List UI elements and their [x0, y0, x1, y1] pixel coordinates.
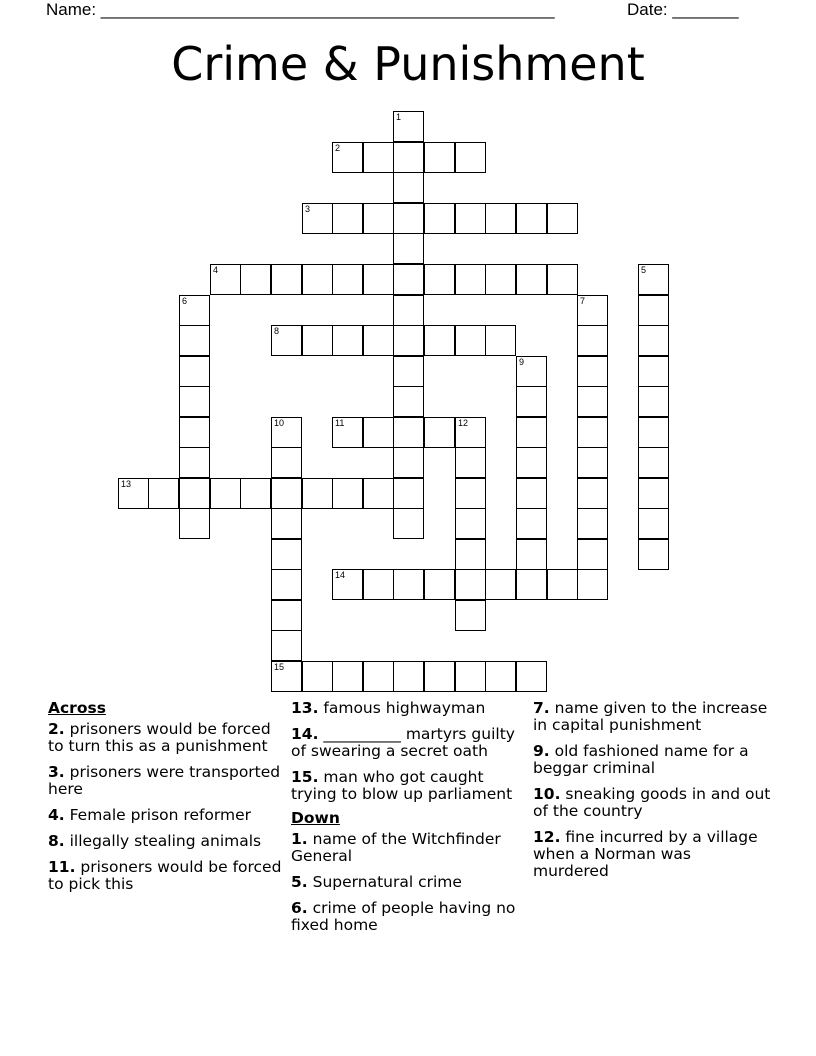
grid-cell[interactable]: [638, 508, 669, 539]
clue-item-number: 9.: [533, 742, 550, 760]
clue-item: [48, 859, 286, 893]
clue-item-number: 2.: [48, 720, 65, 738]
grid-cell[interactable]: [424, 325, 455, 356]
grid-cell[interactable]: [547, 569, 578, 600]
clue-item-text: prisoners would be forced to pick this: [48, 858, 282, 893]
name-field-label: Name: ________________________________________________: [46, 0, 555, 19]
clue-item: [48, 833, 286, 850]
grid-cell[interactable]: [516, 417, 547, 448]
clue-item-text: fine incurred by a village when a Norman was murdered: [533, 828, 758, 880]
clue-item-number: 12.: [533, 828, 561, 846]
clue-number: 7: [580, 296, 586, 306]
clue-number: 9: [519, 357, 525, 367]
grid-cell[interactable]: [271, 478, 302, 509]
grid-cell[interactable]: [455, 478, 486, 509]
grid-cell[interactable]: [485, 203, 516, 234]
across-clue-list: [48, 721, 286, 893]
grid-cell[interactable]: [271, 447, 302, 478]
grid-cell[interactable]: [516, 447, 547, 478]
grid-cell[interactable]: [210, 264, 241, 295]
grid-cell[interactable]: [179, 295, 210, 326]
grid-cell[interactable]: [271, 264, 302, 295]
grid-cell[interactable]: [577, 447, 608, 478]
grid-cell[interactable]: [455, 142, 486, 173]
grid-cell[interactable]: [577, 569, 608, 600]
clue-item-text: prisoners were transported here: [48, 763, 281, 798]
grid-cell[interactable]: [363, 478, 394, 509]
grid-cell[interactable]: [179, 325, 210, 356]
clue-item-number: 3.: [48, 763, 65, 781]
clue-item-number: 15.: [291, 768, 319, 786]
grid-cell[interactable]: [393, 203, 424, 234]
grid-cell[interactable]: [302, 203, 333, 234]
clue-item: [533, 700, 771, 734]
grid-cell[interactable]: [363, 264, 394, 295]
grid-cell[interactable]: [424, 142, 455, 173]
grid-cell[interactable]: [393, 569, 424, 600]
grid-cell[interactable]: [455, 569, 486, 600]
grid-cell[interactable]: [302, 661, 333, 692]
grid-cell[interactable]: [455, 600, 486, 631]
grid-cell[interactable]: [485, 569, 516, 600]
grid-cell[interactable]: [393, 295, 424, 326]
clue-number: 8: [274, 326, 280, 336]
grid-cell[interactable]: [271, 539, 302, 570]
grid-cell[interactable]: [393, 111, 424, 142]
grid-cell[interactable]: [424, 417, 455, 448]
grid-cell[interactable]: [485, 325, 516, 356]
clue-item-number: 8.: [48, 832, 65, 850]
grid-cell[interactable]: [577, 478, 608, 509]
clue-item-text: name given to the increase in capital punishment: [533, 699, 768, 734]
clue-item: [291, 726, 529, 760]
grid-cell[interactable]: [179, 386, 210, 417]
grid-cell[interactable]: [577, 508, 608, 539]
clue-item: [291, 769, 529, 803]
grid-cell[interactable]: [179, 508, 210, 539]
clue-item-text: crime of people having no fixed home: [291, 899, 516, 934]
date-field-label: Date: _______: [627, 0, 739, 19]
clue-item-text: __________ martyrs guilty of swearing a secret oath: [291, 725, 515, 760]
clue-item: [291, 900, 529, 934]
grid-cell[interactable]: [455, 325, 486, 356]
grid-cell[interactable]: [363, 569, 394, 600]
grid-cell[interactable]: [271, 569, 302, 600]
clue-number: 1: [396, 112, 402, 122]
grid-cell[interactable]: [516, 569, 547, 600]
grid-cell[interactable]: [332, 264, 363, 295]
grid-cell[interactable]: [455, 539, 486, 570]
clues-column-3: [533, 700, 771, 889]
clue-number: 11: [335, 418, 345, 428]
grid-cell[interactable]: [455, 264, 486, 295]
clue-item: [291, 831, 529, 865]
clue-item-text: Female prison reformer: [64, 806, 252, 824]
clue-item: [533, 829, 771, 880]
grid-cell[interactable]: [363, 325, 394, 356]
grid-cell[interactable]: [455, 417, 486, 448]
grid-cell[interactable]: [302, 325, 333, 356]
grid-cell[interactable]: [393, 233, 424, 264]
grid-cell[interactable]: [547, 203, 578, 234]
grid-cell[interactable]: [638, 417, 669, 448]
grid-cell[interactable]: [485, 264, 516, 295]
grid-cell[interactable]: [577, 539, 608, 570]
grid-cell[interactable]: [393, 325, 424, 356]
clues-column-2: [291, 700, 529, 943]
clue-item-text: name of the Witchfinder General: [291, 830, 501, 865]
grid-cell[interactable]: [424, 203, 455, 234]
clue-number: 4: [213, 265, 219, 275]
grid-cell[interactable]: [240, 264, 271, 295]
clue-number: 14: [335, 570, 346, 580]
grid-cell[interactable]: [424, 661, 455, 692]
clue-item-number: 1.: [291, 830, 308, 848]
down-clue-list-continued: [533, 700, 771, 880]
grid-cell[interactable]: [271, 661, 302, 692]
grid-cell[interactable]: [332, 417, 363, 448]
clue-item-number: 11.: [48, 858, 76, 876]
grid-cell[interactable]: [363, 203, 394, 234]
clue-number: 12: [458, 418, 469, 428]
grid-cell[interactable]: [547, 264, 578, 295]
grid-cell[interactable]: [638, 447, 669, 478]
clue-item: [533, 743, 771, 777]
clue-item: [48, 721, 286, 755]
grid-cell[interactable]: [393, 172, 424, 203]
grid-cell[interactable]: [393, 264, 424, 295]
grid-cell[interactable]: [240, 478, 271, 509]
clue-item-text: sneaking goods in and out of the country: [533, 785, 771, 820]
down-heading: Down: [291, 809, 340, 827]
clue-item-number: 4.: [48, 806, 65, 824]
grid-cell[interactable]: [332, 661, 363, 692]
across-heading: Across: [48, 699, 106, 717]
clue-item-text: illegally stealing animals: [64, 832, 262, 850]
clue-item: [48, 764, 286, 798]
grid-cell[interactable]: [210, 478, 241, 509]
grid-cell[interactable]: [148, 478, 179, 509]
grid-cell[interactable]: [516, 478, 547, 509]
grid-cell[interactable]: [393, 417, 424, 448]
grid-cell[interactable]: [271, 600, 302, 631]
clue-item-number: 7.: [533, 699, 550, 717]
grid-cell[interactable]: [485, 661, 516, 692]
across-clue-list-continued: [291, 700, 529, 803]
down-clue-list: [291, 831, 529, 934]
grid-cell[interactable]: [302, 478, 333, 509]
grid-cell[interactable]: [424, 569, 455, 600]
grid-cell[interactable]: [393, 661, 424, 692]
clue-item-number: 14.: [291, 725, 319, 743]
grid-cell[interactable]: [638, 295, 669, 326]
clue-item: [533, 786, 771, 820]
grid-cell[interactable]: [271, 508, 302, 539]
clue-number: 3: [305, 204, 311, 214]
grid-cell[interactable]: [516, 661, 547, 692]
grid-cell[interactable]: [179, 417, 210, 448]
clue-number: 15: [274, 662, 285, 672]
grid-cell[interactable]: [393, 356, 424, 387]
grid-cell[interactable]: [455, 203, 486, 234]
clues-column-1: [48, 700, 286, 902]
grid-cell[interactable]: [271, 417, 302, 448]
clue-item: [48, 807, 286, 824]
grid-cell[interactable]: [179, 356, 210, 387]
grid-cell[interactable]: [363, 417, 394, 448]
clue-item-number: 5.: [291, 873, 308, 891]
clue-item-text: famous highwayman: [318, 699, 486, 717]
grid-cell[interactable]: [577, 386, 608, 417]
clue-item-text: man who got caught trying to blow up parliament: [291, 768, 513, 803]
grid-cell[interactable]: [577, 356, 608, 387]
grid-cell[interactable]: [516, 386, 547, 417]
grid-cell[interactable]: [363, 661, 394, 692]
grid-cell[interactable]: [332, 203, 363, 234]
clue-number: 2: [335, 143, 341, 153]
grid-cell[interactable]: [577, 325, 608, 356]
grid-cell[interactable]: [638, 325, 669, 356]
clue-item-text: Supernatural crime: [307, 873, 462, 891]
grid-cell[interactable]: [363, 142, 394, 173]
clue-number: 10: [274, 418, 285, 428]
grid-cell[interactable]: [455, 661, 486, 692]
clue-number: 5: [641, 265, 647, 275]
grid-cell[interactable]: [271, 325, 302, 356]
grid-cell[interactable]: [332, 142, 363, 173]
grid-cell[interactable]: [638, 264, 669, 295]
clue-item: [291, 700, 529, 717]
grid-cell[interactable]: [516, 539, 547, 570]
clue-item-number: 6.: [291, 899, 308, 917]
grid-cell[interactable]: [332, 569, 363, 600]
grid-cell[interactable]: [393, 447, 424, 478]
grid-cell[interactable]: [638, 356, 669, 387]
grid-cell[interactable]: [455, 508, 486, 539]
grid-cell[interactable]: [516, 203, 547, 234]
grid-cell[interactable]: [516, 356, 547, 387]
grid-cell[interactable]: [179, 447, 210, 478]
puzzle-title: Crime & Punishment: [171, 37, 645, 91]
grid-cell[interactable]: [577, 417, 608, 448]
grid-cell[interactable]: [455, 447, 486, 478]
grid-cell[interactable]: [271, 630, 302, 661]
grid-cell[interactable]: [393, 478, 424, 509]
grid-cell[interactable]: [302, 264, 333, 295]
grid-cell[interactable]: [516, 508, 547, 539]
grid-cell[interactable]: [638, 539, 669, 570]
grid-cell[interactable]: [393, 508, 424, 539]
grid-cell[interactable]: [393, 142, 424, 173]
clue-item-text: old fashioned name for a beggar criminal: [533, 742, 749, 777]
grid-cell[interactable]: [424, 264, 455, 295]
grid-cell[interactable]: [118, 478, 149, 509]
clue-item-number: 13.: [291, 699, 319, 717]
grid-cell[interactable]: [393, 386, 424, 417]
clue-item: [291, 874, 529, 891]
grid-cell[interactable]: [638, 478, 669, 509]
clue-item-number: 10.: [533, 785, 561, 803]
grid-cell[interactable]: [179, 478, 210, 509]
clue-item-text: prisoners would be forced to turn this as a punishment: [48, 720, 271, 755]
clue-number: 13: [121, 479, 132, 489]
grid-cell[interactable]: [638, 386, 669, 417]
grid-cell[interactable]: [577, 295, 608, 326]
grid-cell[interactable]: [332, 478, 363, 509]
clue-number: 6: [182, 296, 188, 306]
grid-cell[interactable]: [516, 264, 547, 295]
grid-cell[interactable]: [332, 325, 363, 356]
